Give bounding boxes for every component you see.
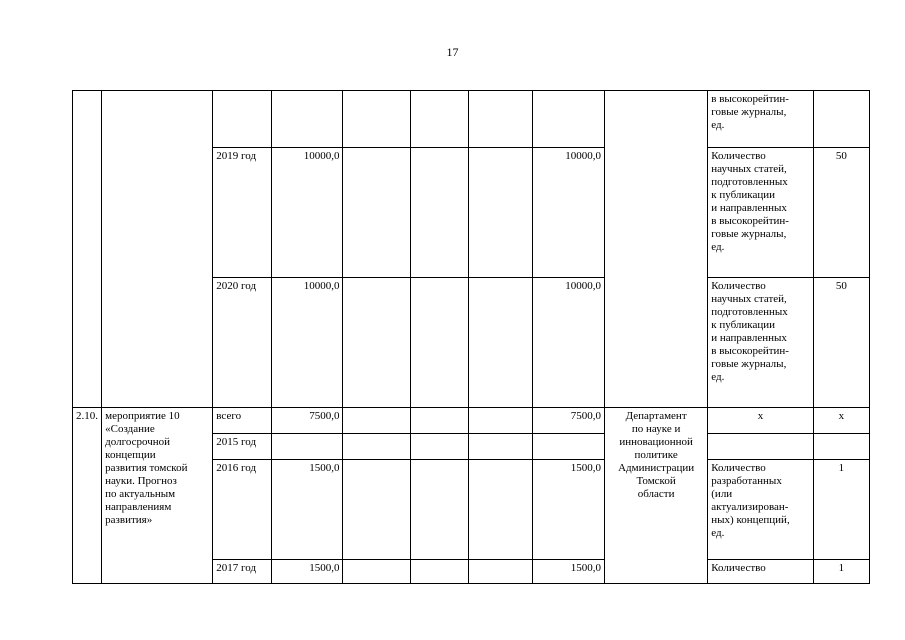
indicator-line: говые журналы, xyxy=(711,106,787,118)
empty-cell xyxy=(410,434,468,460)
indicator-line: Количество xyxy=(711,280,766,292)
executor-cell xyxy=(605,408,708,584)
funding-cell xyxy=(533,434,605,460)
executor-cell xyxy=(605,91,708,408)
year-cell: 2019 год xyxy=(213,148,271,278)
value-cell: 50 xyxy=(813,148,869,278)
page-number: 17 xyxy=(446,45,459,59)
empty-cell xyxy=(410,408,468,434)
indicator-line: ед. xyxy=(711,241,725,253)
value-cell: 50 xyxy=(813,278,869,408)
indicator-line: Количество xyxy=(711,462,766,474)
empty-cell xyxy=(410,560,468,584)
indicator-line: говые журналы, xyxy=(711,228,787,240)
executor-line: Томской xyxy=(636,475,676,487)
funding-cell: 7500,0 xyxy=(533,408,605,434)
number-cell: 2.10. xyxy=(73,408,102,584)
empty-cell xyxy=(343,148,410,278)
number-cell xyxy=(73,91,102,408)
funding-cell: 10000,0 xyxy=(533,148,605,278)
year-cell xyxy=(213,91,271,148)
empty-cell xyxy=(469,434,533,460)
name-line: концепции xyxy=(105,449,156,461)
indicator-cell: х xyxy=(708,408,814,434)
budget-table xyxy=(72,90,870,584)
indicator-cell xyxy=(708,148,814,278)
indicator-line: ных) концепций, xyxy=(711,514,790,526)
indicator-cell xyxy=(708,434,814,460)
year-cell: всего xyxy=(213,408,271,434)
empty-cell xyxy=(469,408,533,434)
name-line: «Создание xyxy=(105,423,155,435)
funding-cell: 10000,0 xyxy=(533,278,605,408)
value-cell: х xyxy=(813,408,869,434)
indicator-cell xyxy=(708,460,814,560)
empty-cell xyxy=(469,91,533,148)
name-cell xyxy=(102,408,213,584)
empty-cell xyxy=(343,91,410,148)
indicator-line: к публикации xyxy=(711,189,776,201)
indicator-line: ед. xyxy=(711,119,725,131)
indicator-line: в высокорейтин- xyxy=(711,345,789,357)
empty-cell xyxy=(343,560,410,584)
name-line: долгосрочной xyxy=(105,436,171,448)
indicator-line: к публикации xyxy=(711,319,776,331)
executor-line: по науке и xyxy=(631,423,681,435)
total-cell: 10000,0 xyxy=(271,148,343,278)
indicator-line: научных статей, xyxy=(711,163,787,175)
name-line: развития» xyxy=(105,514,153,526)
empty-cell xyxy=(469,278,533,408)
indicator-line: подготовленных xyxy=(711,176,788,188)
indicator-line: ед. xyxy=(711,527,725,539)
empty-cell xyxy=(410,91,468,148)
executor-line: Департамент xyxy=(625,410,687,422)
executor-line: политике xyxy=(634,449,678,461)
indicator-line: научных статей, xyxy=(711,293,787,305)
empty-cell xyxy=(469,148,533,278)
table-row xyxy=(73,408,870,434)
empty-cell xyxy=(343,460,410,560)
name-line: по актуальным xyxy=(105,488,176,500)
indicator-line: в высокорейтин- xyxy=(711,215,789,227)
year-cell: 2016 год xyxy=(213,460,271,560)
funding-cell xyxy=(533,91,605,148)
indicator-line: и направленных xyxy=(711,202,787,214)
empty-cell xyxy=(469,560,533,584)
name-line: развития томской xyxy=(105,462,188,474)
indicator-line: разработанных xyxy=(711,475,782,487)
total-cell xyxy=(271,91,343,148)
funding-cell: 1500,0 xyxy=(533,460,605,560)
name-cell xyxy=(102,91,213,408)
indicator-line: подготовленных xyxy=(711,306,788,318)
indicator-cell xyxy=(708,91,814,148)
indicator-line: актуализирован- xyxy=(711,501,789,513)
indicator-line: Количество xyxy=(711,150,766,162)
empty-cell xyxy=(343,408,410,434)
indicator-cell xyxy=(708,278,814,408)
indicator-cell: Количество xyxy=(708,560,814,584)
empty-cell xyxy=(410,148,468,278)
empty-cell xyxy=(410,278,468,408)
value-cell: 1 xyxy=(813,560,869,584)
year-cell: 2020 год xyxy=(213,278,271,408)
indicator-line: ед. xyxy=(711,371,725,383)
empty-cell xyxy=(469,460,533,560)
value-cell: 1 xyxy=(813,460,869,560)
year-cell: 2017 год xyxy=(213,560,271,584)
indicator-line: говые журналы, xyxy=(711,358,787,370)
funding-cell: 1500,0 xyxy=(533,560,605,584)
name-line: направлениям xyxy=(105,501,172,513)
table-row xyxy=(73,91,870,148)
name-line: науки. Прогноз xyxy=(105,475,177,487)
total-cell: 1500,0 xyxy=(271,460,343,560)
value-cell xyxy=(813,434,869,460)
total-cell: 1500,0 xyxy=(271,560,343,584)
total-cell: 10000,0 xyxy=(271,278,343,408)
executor-line: области xyxy=(637,488,675,500)
indicator-line: (или xyxy=(711,488,733,500)
indicator-line: в высокорейтин- xyxy=(711,93,789,105)
value-cell xyxy=(813,91,869,148)
empty-cell xyxy=(343,278,410,408)
year-cell: 2015 год xyxy=(213,434,271,460)
total-cell xyxy=(271,434,343,460)
executor-line: Администрации xyxy=(618,462,695,474)
empty-cell xyxy=(410,460,468,560)
executor-line: инновационной xyxy=(619,436,693,448)
indicator-line: и направленных xyxy=(711,332,787,344)
empty-cell xyxy=(343,434,410,460)
total-cell: 7500,0 xyxy=(271,408,343,434)
name-line: мероприятие 10 xyxy=(105,410,180,422)
